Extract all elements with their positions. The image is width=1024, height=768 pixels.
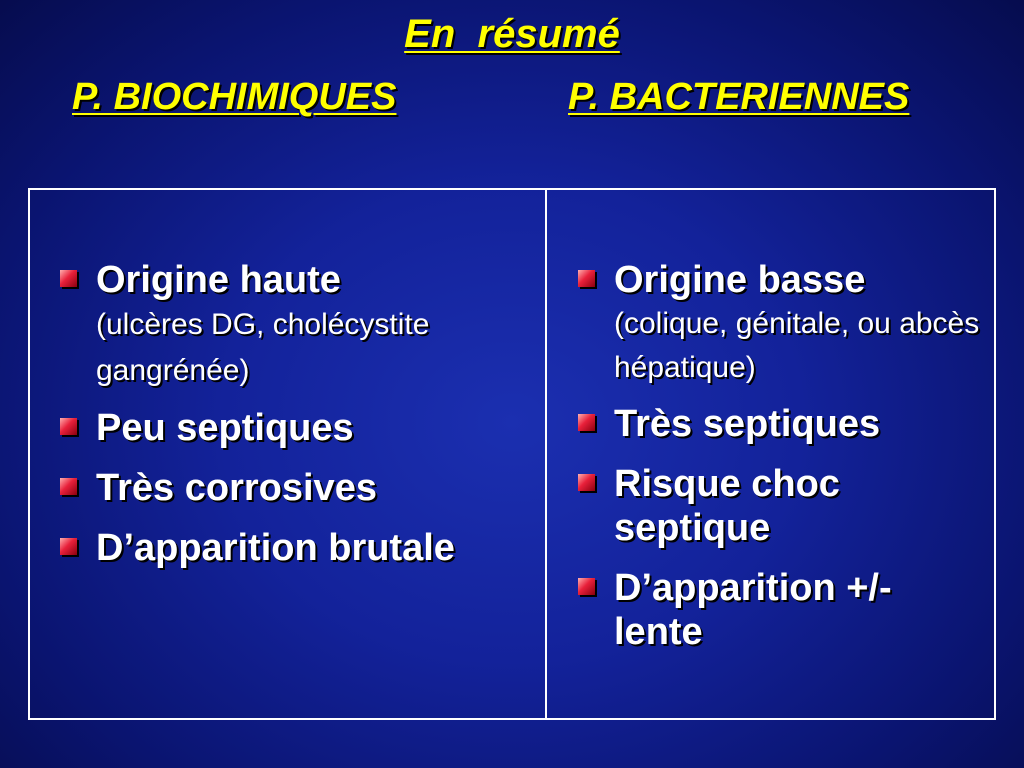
- right-column: [578, 258, 988, 670]
- item-detail: (colique, génitale, ou abcès hépatique): [614, 307, 980, 384]
- list-item: [578, 462, 988, 550]
- square-bullet-icon: [60, 270, 77, 287]
- square-bullet-icon: [60, 538, 77, 555]
- square-bullet-icon: [578, 474, 595, 491]
- square-bullet-icon: [60, 478, 77, 495]
- slide-title: En résumé: [404, 12, 620, 56]
- square-bullet-icon: [578, 578, 595, 595]
- item-main: Peu septiques: [96, 407, 354, 449]
- header-biochimiques: P. BIOCHIMIQUES: [72, 76, 397, 118]
- item-detail: (ulcères DG, cholécystite gangrénée): [96, 308, 430, 387]
- item-main: Très septiques: [614, 403, 881, 445]
- column-divider: [545, 190, 547, 718]
- left-column: [60, 258, 530, 586]
- list-item: [578, 402, 988, 446]
- item-main: Origine haute: [96, 259, 341, 301]
- list-item: [60, 406, 530, 450]
- item-main: Risque choc septique: [614, 463, 840, 549]
- list-item: [60, 526, 530, 570]
- list-item: [60, 466, 530, 510]
- item-main: D’apparition +/- lente: [614, 567, 892, 653]
- item-main: Origine basse: [614, 259, 866, 301]
- square-bullet-icon: [60, 418, 77, 435]
- square-bullet-icon: [578, 270, 595, 287]
- list-item: [60, 258, 530, 394]
- comparison-table: [28, 188, 996, 720]
- square-bullet-icon: [578, 414, 595, 431]
- item-main: Très corrosives: [96, 467, 377, 509]
- header-bacteriennes: P. BACTERIENNES: [568, 76, 910, 118]
- list-item: [578, 566, 988, 654]
- item-main: D’apparition brutale: [96, 527, 455, 569]
- list-item: [578, 258, 988, 390]
